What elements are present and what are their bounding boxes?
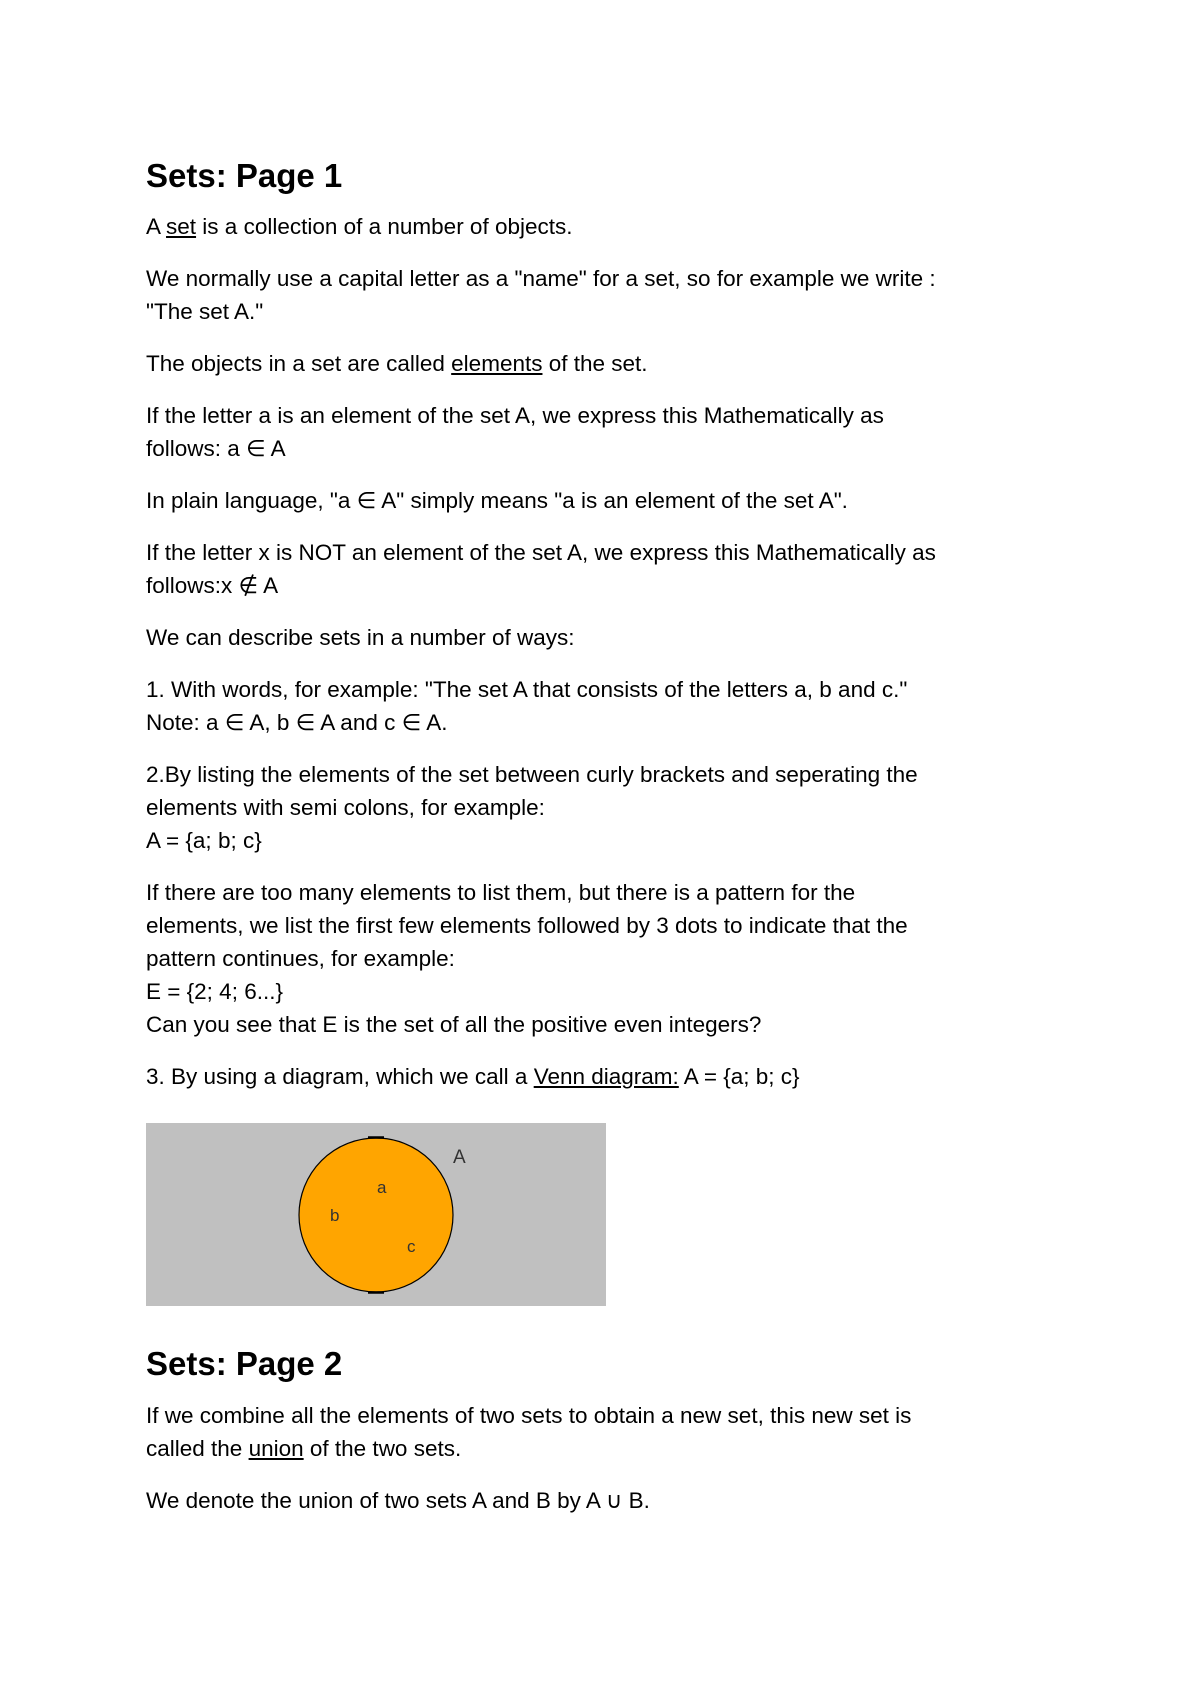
method-listing	[146, 758, 1046, 857]
union-notation: We denote the union of two sets A and B by A ∪ B.	[146, 1487, 650, 1513]
text-line: Note: a ∈ A, b ∈ A and c ∈ A.	[146, 710, 448, 736]
text-line: If the letter a is an element of the set A, we express this Mathematically as	[146, 403, 884, 429]
text-span: 3. By using a diagram, which we call a	[146, 1064, 534, 1090]
set-naming-paragraph	[146, 262, 1046, 328]
describe-sets-paragraph: We can describe sets in a number of ways:	[146, 625, 575, 651]
text-span: of the two sets.	[303, 1435, 462, 1461]
text-line: 2.By listing the elements of the set between curly brackets and seperating the	[146, 762, 918, 788]
element-label-c: c	[407, 1237, 416, 1257]
text-line: If there are too many elements to list them, but there is a pattern for the	[146, 880, 856, 906]
text-span: is a collection of a number of objects.	[196, 214, 573, 240]
element-label-a: a	[377, 1178, 387, 1198]
text-line: elements with semi colons, for example:	[146, 795, 545, 821]
venn-diagram-svg	[146, 1123, 606, 1306]
text-line: Can you see that E is the set of all the positive even integers?	[146, 1012, 762, 1038]
text-line: A = {a; b; c}	[146, 828, 262, 854]
plain-language-paragraph: In plain language, "a ∈ A" simply means "a is an element of the set A".	[146, 488, 848, 514]
term-union: union	[248, 1435, 304, 1461]
set-a-circle	[299, 1138, 453, 1292]
text-span: A	[146, 214, 167, 240]
method-venn	[146, 1060, 1046, 1093]
text-line: "The set A."	[146, 299, 264, 325]
text-line: We normally use a capital letter as a "name" for a set, so for example we write :	[146, 266, 936, 292]
venn-diagram	[146, 1123, 606, 1306]
page-1-heading: Sets: Page 1	[146, 157, 343, 194]
term-venn-diagram: Venn diagram:	[533, 1064, 679, 1090]
term-set: set	[166, 214, 197, 240]
element-of-paragraph	[146, 399, 1046, 465]
not-element-paragraph	[146, 536, 1046, 602]
union-definition	[146, 1399, 1046, 1465]
method-words	[146, 673, 1046, 739]
text-span: A = {a; b; c}	[678, 1064, 800, 1090]
text-line: 1. With words, for example: "The set A that consists of the letters a, b and c."	[146, 677, 908, 703]
term-elements: elements	[451, 351, 543, 377]
text-line: pattern continues, for example:	[146, 946, 455, 972]
text-line: If the letter x is NOT an element of the set A, we express this Mathematically as	[146, 540, 936, 566]
page-2-heading: Sets: Page 2	[146, 1345, 343, 1383]
text-span: The objects in a set are called	[146, 351, 452, 377]
text-line: If we combine all the elements of two sets to obtain a new set, this new set is	[146, 1402, 912, 1428]
set-definition	[146, 210, 1046, 243]
text-line: follows:x ∉ A	[146, 573, 279, 599]
set-label: A	[453, 1147, 466, 1169]
text-span: of the set.	[542, 351, 648, 377]
text-span: called the	[146, 1435, 249, 1461]
text-line: E = {2; 4; 6...}	[146, 979, 283, 1005]
document-page	[146, 158, 1046, 1536]
text-line: elements, we list the first few elements followed by 3 dots to indicate that the	[146, 913, 908, 939]
elements-definition	[146, 347, 1046, 380]
text-line: follows: a ∈ A	[146, 436, 286, 462]
element-label-b: b	[330, 1206, 340, 1226]
pattern-paragraph	[146, 876, 1046, 1041]
